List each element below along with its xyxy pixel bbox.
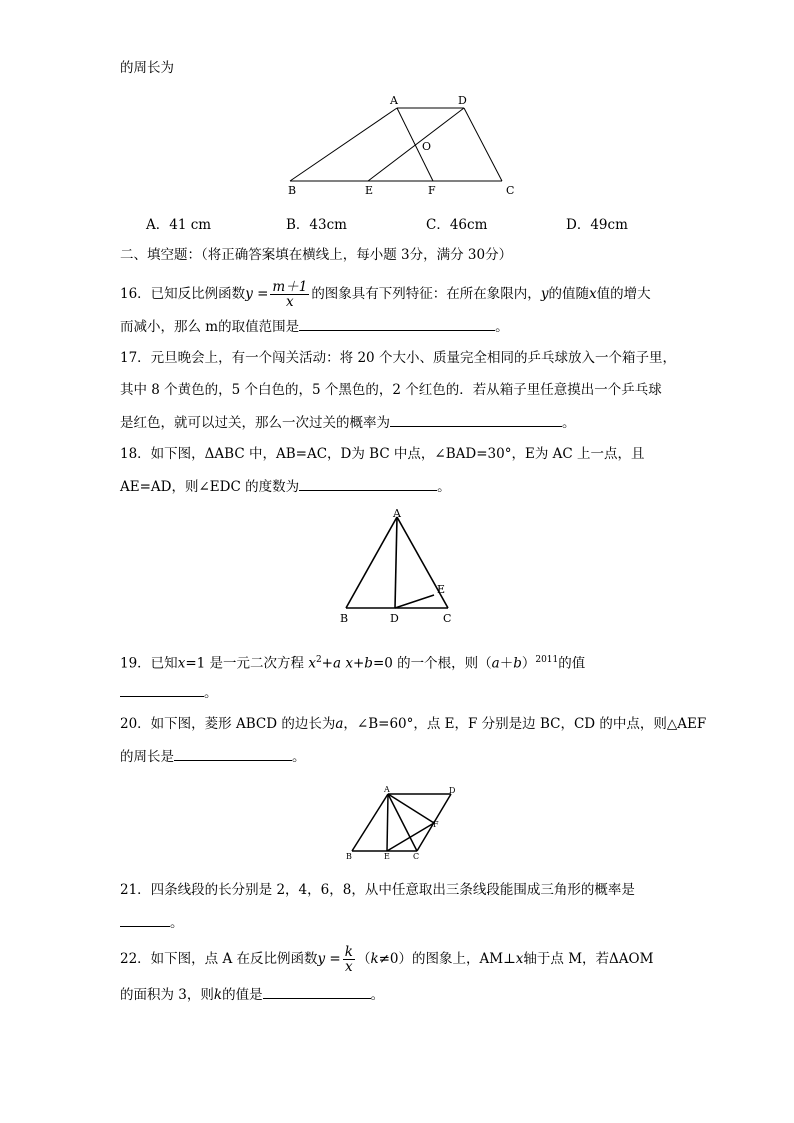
- q15-tail: 的周长为: [120, 60, 174, 76]
- label-d: D: [449, 786, 456, 795]
- label-b: B: [346, 852, 352, 861]
- q19-line1: 19．已知x=1 是一元二次方程 $x^2+a$ x+b=0 的一个根，则$(a+b)^{2011}$的值: [120, 655, 586, 672]
- segment-dc: [464, 108, 502, 181]
- segment-de: [368, 108, 464, 181]
- q17-line3: 是红色，就可以过关，那么一次过关的概率为 。: [120, 412, 576, 433]
- q17-line1: 17．元旦晚会上，有一个闯关活动：将 20 个大小、质量完全相同的乒乓球放入一个箱子里，: [120, 350, 676, 366]
- label-a: A: [393, 507, 401, 520]
- segment-ab: [352, 794, 388, 851]
- label-a: A: [390, 94, 398, 107]
- q18-triangle-figure: [335, 505, 465, 627]
- q20-line2: 的周长是 。: [120, 746, 306, 767]
- label-b: B: [340, 612, 349, 625]
- choice-b: B．43cm: [286, 217, 347, 233]
- choice-d: D．49cm: [566, 217, 628, 233]
- label-e: E: [365, 184, 374, 197]
- q16-line2: 而减小，那么 m的取值范围是 。: [120, 316, 509, 337]
- q17-line2: 其中 8 个黄色的，5 个白色的，5 个黑色的，2 个红色的．若从箱子里任意摸出一个乒乓球: [120, 382, 662, 398]
- q16-line1: 16．已知反比例函数y = $\frac{m+1}{x}$ 的图象具有下列特征：在所在象限内，y的值随x值的增大: [120, 279, 651, 310]
- label-o: O: [422, 140, 432, 153]
- q16-fraction: $\frac{m+1}{x}$: [272, 279, 308, 310]
- q22-line1: 22．如下图，点 A 在反比例函数y = $\frac{k}{x}$ （k≠0）的图象上，AM⊥x轴于点 M，若ΔAOM: [120, 944, 654, 975]
- choice-a: A．41 cm: [146, 217, 212, 233]
- choice-c: C．46cm: [426, 217, 488, 233]
- q18-line1: 18．如下图，ΔABC 中，AB=AC，D为 BC 中点，∠BAD=30°，E为 AC 上一点，且: [120, 446, 645, 462]
- q21-line2: 。: [120, 912, 184, 933]
- segment-ab: [346, 517, 397, 608]
- label-d: D: [390, 612, 399, 625]
- label-b: B: [288, 184, 297, 197]
- q22-answer-blank: [263, 984, 371, 999]
- label-e: E: [384, 852, 390, 861]
- label-e: E: [437, 583, 446, 596]
- q16-answer-blank: [299, 316, 495, 331]
- q18-line2: AE=AD，则∠EDC 的度数为 。: [120, 476, 451, 497]
- section-2-heading: 二、填空题：（将正确答案填在横线上，每小题 3分，满分 30分）: [120, 247, 513, 263]
- label-d: D: [458, 94, 467, 107]
- label-a: A: [384, 785, 390, 794]
- q18-answer-blank: [299, 476, 437, 491]
- label-f: F: [433, 820, 439, 829]
- q15-trapezoid-figure: [280, 90, 520, 198]
- q20-answer-blank: [174, 746, 292, 761]
- label-f: F: [428, 184, 436, 197]
- label-c: C: [506, 184, 515, 197]
- q20-rhombus-figure: [340, 784, 470, 862]
- segment-ad: [395, 517, 397, 608]
- q19-answer-blank: [120, 682, 204, 697]
- q22-fraction: $\frac{k}{x}$: [344, 944, 353, 975]
- q21-line1: 21．四条线段的长分别是 2，4，6，8，从中任意取出三条线段能围成三角形的概率是: [120, 882, 635, 898]
- q21-answer-blank: [120, 912, 170, 927]
- label-c: C: [413, 852, 420, 861]
- q17-answer-blank: [390, 412, 562, 427]
- segment-ae: [387, 794, 388, 851]
- q22-line2: 的面积为 3，则k的值是 。: [120, 984, 384, 1005]
- q20-line1: 20．如下图，菱形 ABCD 的边长为a，∠B=60°，点 E，F 分别是边 BC，CD 的中点，则△AEF: [120, 716, 707, 732]
- segment-ab: [290, 108, 397, 181]
- label-c: C: [443, 612, 452, 625]
- q19-line2: 。: [120, 682, 218, 703]
- q15-choices: [146, 213, 706, 233]
- segment-de: [395, 595, 434, 608]
